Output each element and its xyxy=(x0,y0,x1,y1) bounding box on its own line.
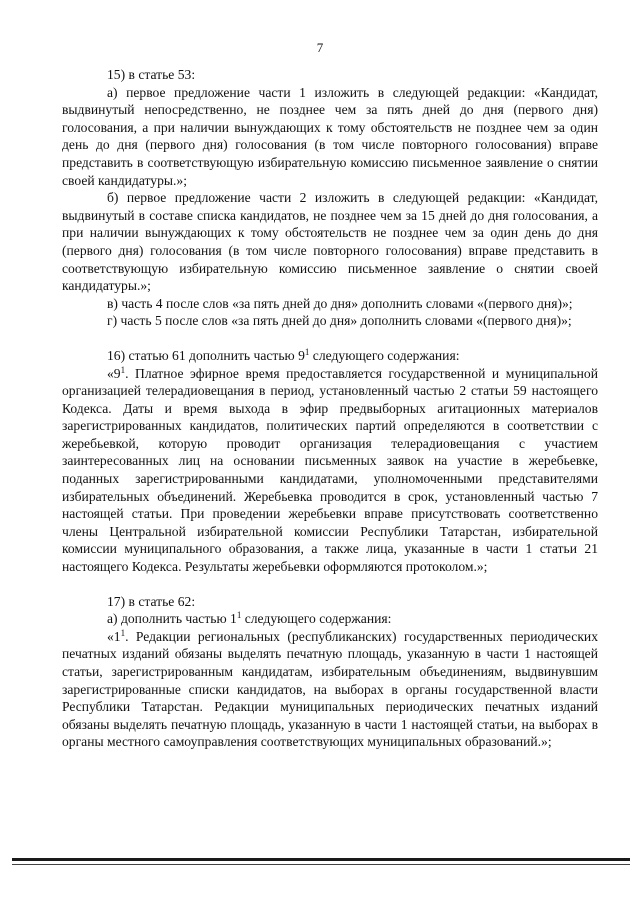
superscript: 1 xyxy=(120,364,126,375)
article-53-item-b: б) первое предложение части 2 изложить в следующей редакции: «Кандидат, выдвинутый в составе списка кандидатов, не позднее чем за 15 дней до дня голосования, а при наличии вынуждающих к тому обстоятельств не позднее чем за один день до дня (первого дня) голосования (в том числе повторного голосования) вправе представить в соответствующую избирательную комиссию письменное заявление о снятии своей кандидатуры.»; xyxy=(62,190,598,294)
clause-number: «1 xyxy=(107,628,121,644)
heading-text-tail: следующего содержания: xyxy=(309,347,460,363)
item-text: а) дополнить частью 1 xyxy=(107,611,237,627)
clause-text: . Платное эфирное время предоставляется государственной и муниципальной организацией телерадиовещания в период, установленный частью 2 статьи 59 настоящего Кодекса. Даты и время выхода в эфир предвыборных агитационных материалов зарегистрированных кандидатов, политических партий определяются в соответствии с жеребьевкой, которую проводит организация телерадиовещания с участием заинтересованных лиц на основании письменных заявок на участие в жеребьевке, поданных зарегистрированными кандидатами, уполномоченными представителями избирательных объединений. Жеребьевка проводится в срок, установленный частью 7 настоящей статьи. При проведении жеребьевки вправе присутствовать соответственно члены Центральной избирательной комиссии Республики Татарстан, избирательной комиссии муниципального образования, а также лица, указанные в части 1 статьи 21 настоящего Кодекса. Результаты жеребьевки оформляются протоколом.»; xyxy=(62,365,598,575)
page-bottom-rule-thin xyxy=(12,864,630,865)
article-61-body xyxy=(62,365,598,576)
superscript: 1 xyxy=(304,346,310,357)
superscript: 1 xyxy=(120,627,126,638)
article-53-item-a: а) первое предложение части 1 изложить в следующей редакции: «Кандидат, выдвинутый непосредственно, не позднее чем за пять дней до дня (первого дня) голосования, а при наличии вынуждающих к тому обстоятельств не позднее чем за один день до дня (первого дня) голосования (в том числе повторного голосования) вправе представить в соответствующую избирательную комиссию письменное заявление о снятии своей кандидатуры.»; xyxy=(62,84,598,188)
article-62-heading: 17) в статье 62: xyxy=(107,593,196,609)
article-53-item-g: г) часть 5 после слов «за пять дней до дня» дополнить словами «(первого дня)»; xyxy=(107,313,572,329)
heading-text: 16) статью 61 дополнить частью 9 xyxy=(107,347,305,363)
article-53-item-v: в) часть 4 после слов «за пять дней до дня» дополнить словами «(первого дня)»; xyxy=(107,295,573,311)
article-62-item-a xyxy=(62,610,598,628)
clause-text: . Редакции региональных (республиканских) государственных периодических печатных изданий обязаны выделять печатную площадь, указанную в части 1 настоящей статьи, зарегистрированным кандидатам, избирательным объединениям, выдвинувшим зарегистрированные списки кандидатов, на выборах в органы государственной власти Республики Татарстан. Редакции муниципальных периодических печатных изданий обязаны выделять печатную площадь, указанную в части 1 настоящей статьи, на выборах в органы местного самоуправления соответствующих муниципальных образований.»; xyxy=(62,628,598,750)
item-text-tail: следующего содержания: xyxy=(241,611,392,627)
article-61-heading xyxy=(62,347,598,365)
article-53-heading: 15) в статье 53: xyxy=(107,67,196,82)
superscript: 1 xyxy=(236,610,242,621)
article-62-body xyxy=(62,628,598,751)
document-body xyxy=(62,66,598,751)
page-number: 7 xyxy=(316,40,324,55)
section-gap xyxy=(62,330,598,347)
clause-number: «9 xyxy=(107,365,121,381)
section-gap xyxy=(62,576,598,593)
page-bottom-rule xyxy=(12,858,630,861)
